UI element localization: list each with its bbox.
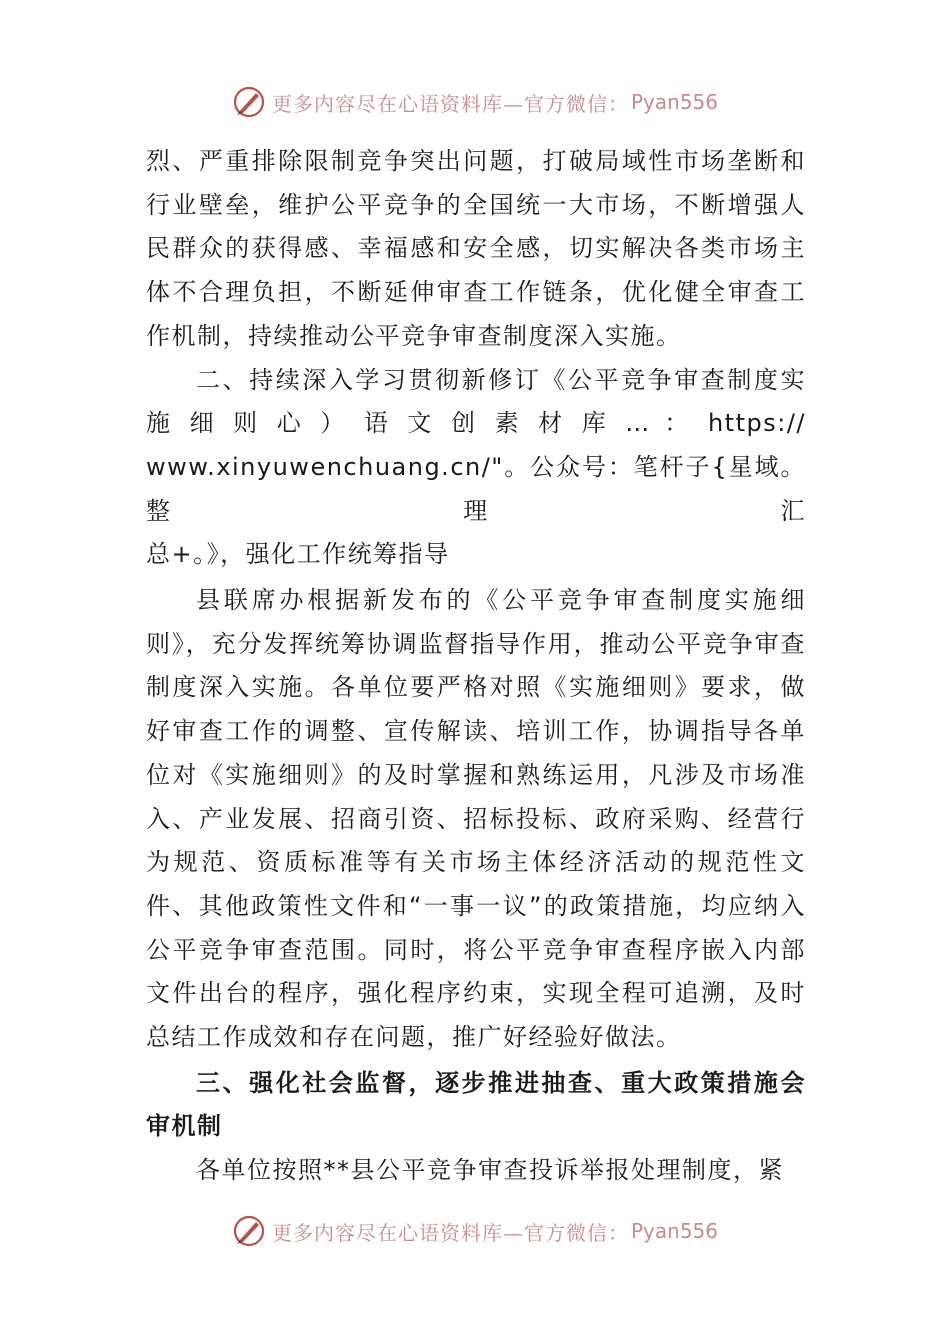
section-2-heading-line-3: www.xinyuwenchuang.cn/"。公众号：笔杆子{星域。整理汇 [146,452,806,525]
pen-logo-icon [232,1214,266,1248]
section-2-heading [146,359,806,578]
section-2-heading-line-2: 施 细 则 心 ） 语 文 创 素 材 库 … ： https:// [146,409,806,438]
footer-banner [0,1211,950,1251]
banner-text: 更多内容尽在心语资料库—官方微信： [271,91,629,116]
banner-text: 更多内容尽在心语资料库—官方微信： [271,1220,629,1245]
section-2-heading-line-1: 二、持续深入学习贯彻新修订《公平竞争审查制度实 [196,365,806,394]
section-2-heading-line-4: 总+。》，强化工作统筹指导 [146,540,450,569]
document-body [146,140,806,1193]
paragraph-2: 县联席办根据新发布的《公平竞争审查制度实施细则》，充分发挥统筹协调监督指导作用，推动公平竞争审查制度深入实施。各单位要严格对照《实施细则》要求，做好审查工作的调整、宣传解读、培训工作，协调指导各单位对《实施细则》的及时掌握和熟练运用，凡涉及市场准入、产业发展、招商引资、招标投标、政府采购、经营行为规范、资质标准等有关市场主体经济活动的规范性文件、其他政策性文件和“一事一议”的政策措施，均应纳入公平竞争审查范围。同时，将公平竞争审查程序嵌入内部文件出台的程序，强化程序约束，实现全程可追溯，及时总结工作成效和存在问题，推广好经验好做法。 [146,586,806,1052]
banner-wechat-id: Pyan556 [630,1219,718,1243]
section-3-heading: 三、强化社会监督，逐步推进抽查、重大政策措施会审机制 [146,1068,806,1141]
banner-wechat-id: Pyan556 [630,90,718,114]
pen-logo-icon [232,85,266,119]
header-banner [0,82,950,122]
paragraph-1: 烈、严重排除限制竞争突出问题，打破局域性市场垄断和行业壁垒，维护公平竞争的全国统一大市场，不断增强人民群众的获得感、幸福感和安全感，切实解决各类市场主体不合理负担，不断延伸审查工作链条，优化健全审查工作机制，持续推动公平竞争审查制度深入实施。 [146,147,806,350]
paragraph-3: 各单位按照**县公平竞争审查投诉举报处理制度，紧 [196,1156,784,1185]
